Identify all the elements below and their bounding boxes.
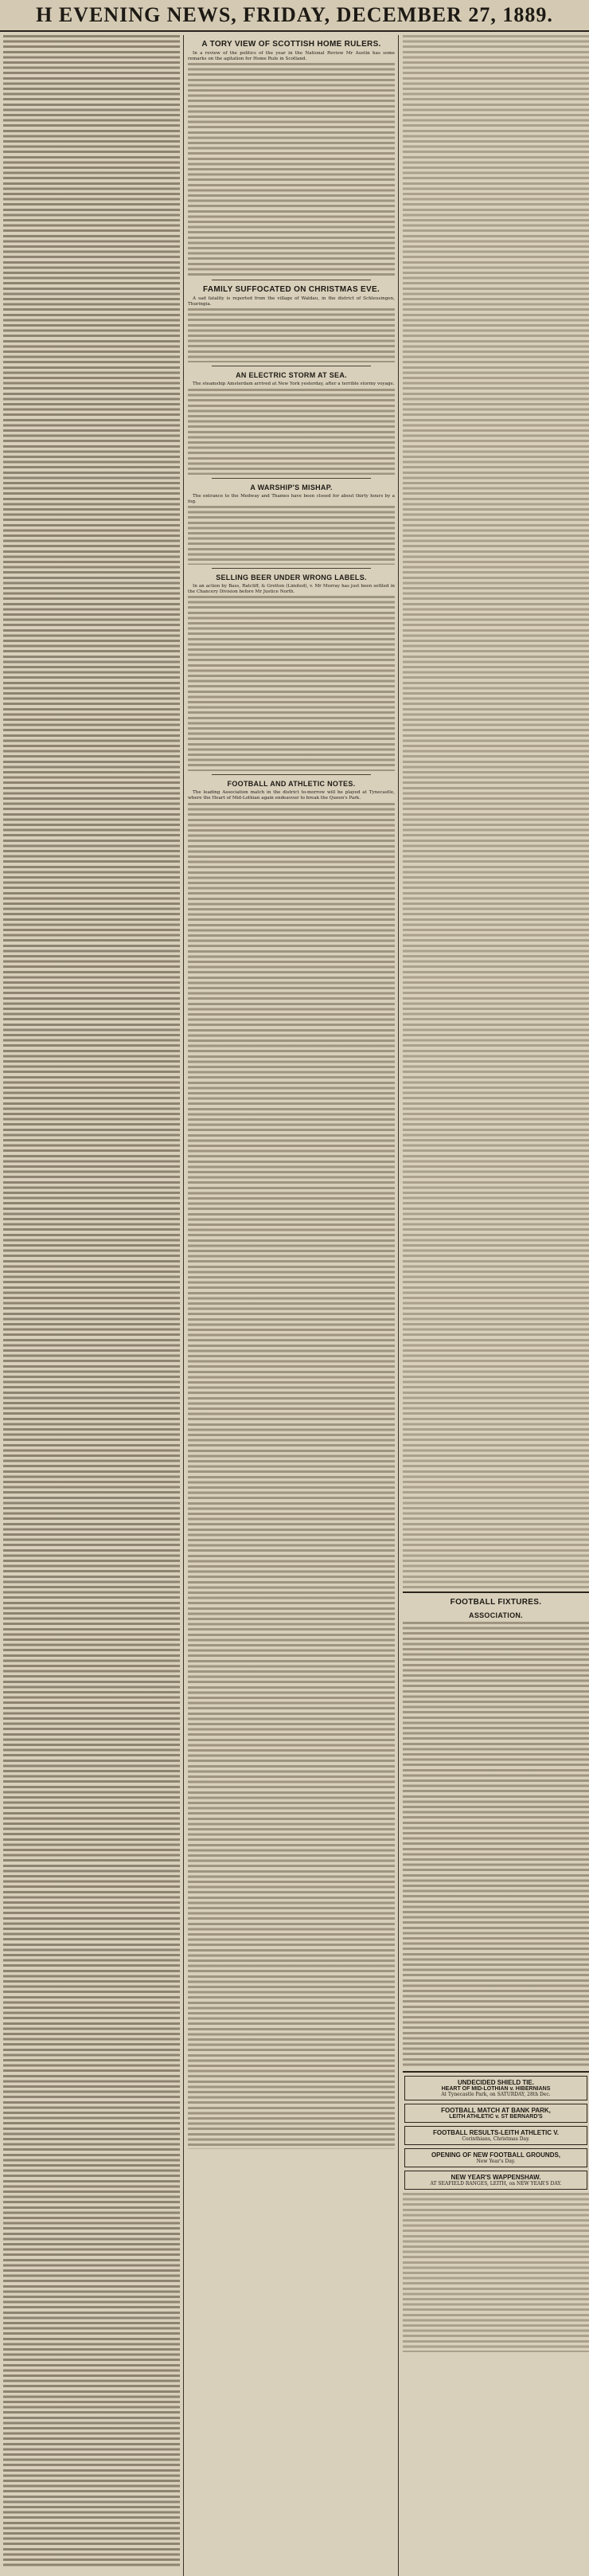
- article: [188, 40, 395, 276]
- article-body: [188, 596, 395, 771]
- divider: [212, 774, 371, 775]
- article: [188, 285, 395, 362]
- ad-line: HEART OF MID-LOTHIAN v. HIBERNIANS: [441, 2086, 551, 2092]
- fixtures-subheading: ASSOCIATION.: [469, 1611, 523, 1619]
- ad-title: FOOTBALL RESULTS-LEITH ATHLETIC V.: [432, 2129, 560, 2136]
- ad-title: FOOTBALL MATCH AT BANK PARK,: [441, 2107, 551, 2114]
- advertisement: [404, 2148, 587, 2167]
- article-heading: FOOTBALL AND ATHLETIC NOTES.: [227, 780, 356, 789]
- article: [188, 483, 395, 565]
- article-lead: The leading Association match in the district to-morrow will be played at Tynecastle, where the Heart of Mid-Lothian again endeavour to break the Queen's Park.: [188, 790, 395, 801]
- article-body: [188, 803, 395, 2149]
- article: [188, 371, 395, 475]
- ad-title: UNDECIDED SHIELD TIE.: [457, 2079, 534, 2086]
- column-rule: [398, 35, 399, 2576]
- article-heading: AN ELECTRIC STORM AT SEA.: [236, 371, 347, 380]
- ad-title: OPENING OF NEW FOOTBALL GROUNDS,: [431, 2151, 561, 2159]
- fixtures-list: [403, 1622, 589, 2068]
- article-heading: SELLING BEER UNDER WRONG LABELS.: [216, 574, 367, 582]
- article-body: [188, 506, 395, 565]
- article-heading: A TORY VIEW OF SCOTTISH HOME RULERS.: [201, 40, 381, 49]
- ad-line: AT SEAFIELD RANGES, LEITH, on NEW YEAR'S DAY.: [430, 2181, 562, 2186]
- left-column: [3, 35, 180, 2576]
- middle-column: [188, 35, 395, 2576]
- article-lead: In a review of the politics of the year in the National Review Mr Austin has some remarks on the agitation for Home Rule in Scotland.: [188, 51, 395, 61]
- advertisement: [404, 2104, 587, 2123]
- article-lead: A sad fatality is reported from the village of Waldau, in the district of Schleusingen, Thuringia.: [188, 296, 395, 307]
- article: [188, 780, 395, 2148]
- article-body: [188, 308, 395, 362]
- article-lead: The entrance to the Medway and Thames have been closed for about thirty hours by a fog.: [188, 493, 395, 504]
- fixtures-heading: FOOTBALL FIXTURES.: [450, 1598, 542, 1607]
- divider: [403, 1591, 589, 1593]
- article: [188, 574, 395, 771]
- text-column-body: [403, 35, 589, 1588]
- right-column: [403, 35, 589, 2576]
- article-body: [188, 389, 395, 475]
- ad-line: New Year's Day.: [476, 2159, 516, 2164]
- newspaper-masthead: H EVENING NEWS, FRIDAY, DECEMBER 27, 1889.: [0, 0, 589, 32]
- advertisement: [404, 2126, 587, 2145]
- article-heading: FAMILY SUFFOCATED ON CHRISTMAS EVE.: [203, 285, 380, 295]
- article-lead: In an action by Bass, Ratcliff, & Gretton (Limited), v. Mr Murray has just been settled in the Chancery Division before Mr Justice North.: [188, 584, 395, 594]
- ad-line: LEITH ATHLETIC v. ST BERNARD'S: [449, 2114, 543, 2120]
- column-rule: [183, 35, 184, 2576]
- divider: [403, 2071, 589, 2073]
- ad-title: NEW YEAR'S WAPPENSHAW.: [451, 2174, 541, 2181]
- divider: [212, 568, 371, 569]
- ad-line: Corinthians, Christmas Day.: [462, 2136, 530, 2142]
- divider: [212, 478, 371, 479]
- advertisement: [404, 2076, 587, 2100]
- text-column-body: [403, 2193, 589, 2352]
- text-column-body: [3, 35, 180, 2568]
- article-body: [188, 63, 395, 276]
- article-lead: The steamship Amsterdam arrived at New York yesterday, after a terrible stormy voyage.: [193, 382, 395, 387]
- article-heading: A WARSHIP'S MISHAP.: [250, 483, 333, 491]
- ad-venue: At Tynecastle Park, on SATURDAY, 28th Dec.: [441, 2092, 551, 2097]
- advertisement: [404, 2171, 587, 2190]
